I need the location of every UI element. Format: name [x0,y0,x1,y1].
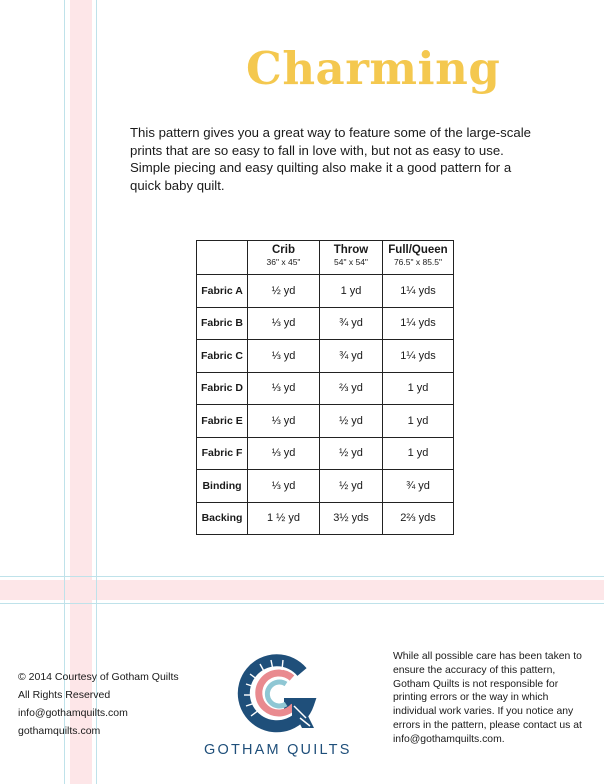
row-label: Backing [197,502,248,535]
table-cell: 1¼ yds [383,275,454,308]
table-cell: ⅔ yd [320,372,383,405]
table-cell: ¾ yd [320,340,383,373]
table-row [197,437,454,470]
table-cell: ⅓ yd [248,470,320,503]
page-title: Charming [246,42,501,95]
yardage-table [196,240,454,535]
table-cell: 1 yd [383,372,454,405]
row-label: Fabric C [197,340,248,373]
email-link[interactable]: info@gothamquilts.com [18,707,128,719]
table-row [197,405,454,438]
table-row [197,340,454,373]
table-cell: ¾ yd [320,307,383,340]
guide-line-horizontal [0,603,604,604]
logo-wordmark: GOTHAM QUILTS [204,742,352,758]
guide-line-horizontal [0,576,604,577]
table-cell: ¾ yd [383,470,454,503]
table-row [197,307,454,340]
intro-paragraph: This pattern gives you a great way to feature some of the large-scale prints that are so easy to fall in love with, but not as easy to use. Simple piecing and easy quilting also make it a good pattern for a quick baby quilt. [130,125,531,193]
table-cell: 1¼ yds [383,307,454,340]
table-cell: ⅓ yd [248,437,320,470]
table-cell: ⅓ yd [248,307,320,340]
row-label: Fabric D [197,372,248,405]
disclaimer-text: While all possible care has been taken to ensure the accuracy of this pattern, Gotham Quilts is not responsible for printing errors or the way in which individual work varies. If you notice any errors in the pattern, please contact us at info@gothamquilts.com. [393,651,582,745]
gotham-quilts-g-logo-icon [236,654,322,734]
table-cell: ½ yd [248,275,320,308]
table-cell: 1 ½ yd [248,502,320,535]
row-label: Fabric A [197,275,248,308]
table-row [197,502,454,535]
website-link[interactable]: gothamquilts.com [18,725,101,737]
column-label: Crib [272,244,295,256]
column-header-throw [320,241,383,275]
column-header-full-queen [383,241,454,275]
table-row [197,275,454,308]
rights-text: All Rights Reserved [18,689,111,701]
table-cell: 2⅔ yds [383,502,454,535]
copyright-text: © 2014 Courtesy of Gotham Quilts [18,671,179,683]
table-cell: 1 yd [383,405,454,438]
table-cell: 1 yd [383,437,454,470]
row-label: Fabric B [197,307,248,340]
column-dimensions: 36" x 45" [266,257,301,267]
column-dimensions: 54" x 54" [334,257,368,267]
table-row [197,470,454,503]
column-header-crib [248,241,320,275]
table-cell: ½ yd [320,470,383,503]
footer-contact [18,668,179,740]
guide-band-vertical [70,0,92,784]
table-corner-cell [197,241,248,275]
table-cell: ½ yd [320,405,383,438]
column-dimensions: 76.5" x 85.5" [393,257,443,267]
column-label: Full/Queen [388,244,448,256]
table-cell: ⅓ yd [248,405,320,438]
row-label: Fabric E [197,405,248,438]
table-header-row [197,241,454,275]
table-cell: ⅓ yd [248,372,320,405]
table-row [197,372,454,405]
table-cell: ½ yd [320,437,383,470]
table-cell: 1¼ yds [383,340,454,373]
table-cell: ⅓ yd [248,340,320,373]
table-cell: 1 yd [320,275,383,308]
row-label: Binding [197,470,248,503]
column-label: Throw [333,244,369,256]
guide-line-vertical [64,0,65,784]
guide-band-horizontal [0,580,604,600]
row-label: Fabric F [197,437,248,470]
guide-line-vertical [96,0,97,784]
table-cell: 3½ yds [320,502,383,535]
